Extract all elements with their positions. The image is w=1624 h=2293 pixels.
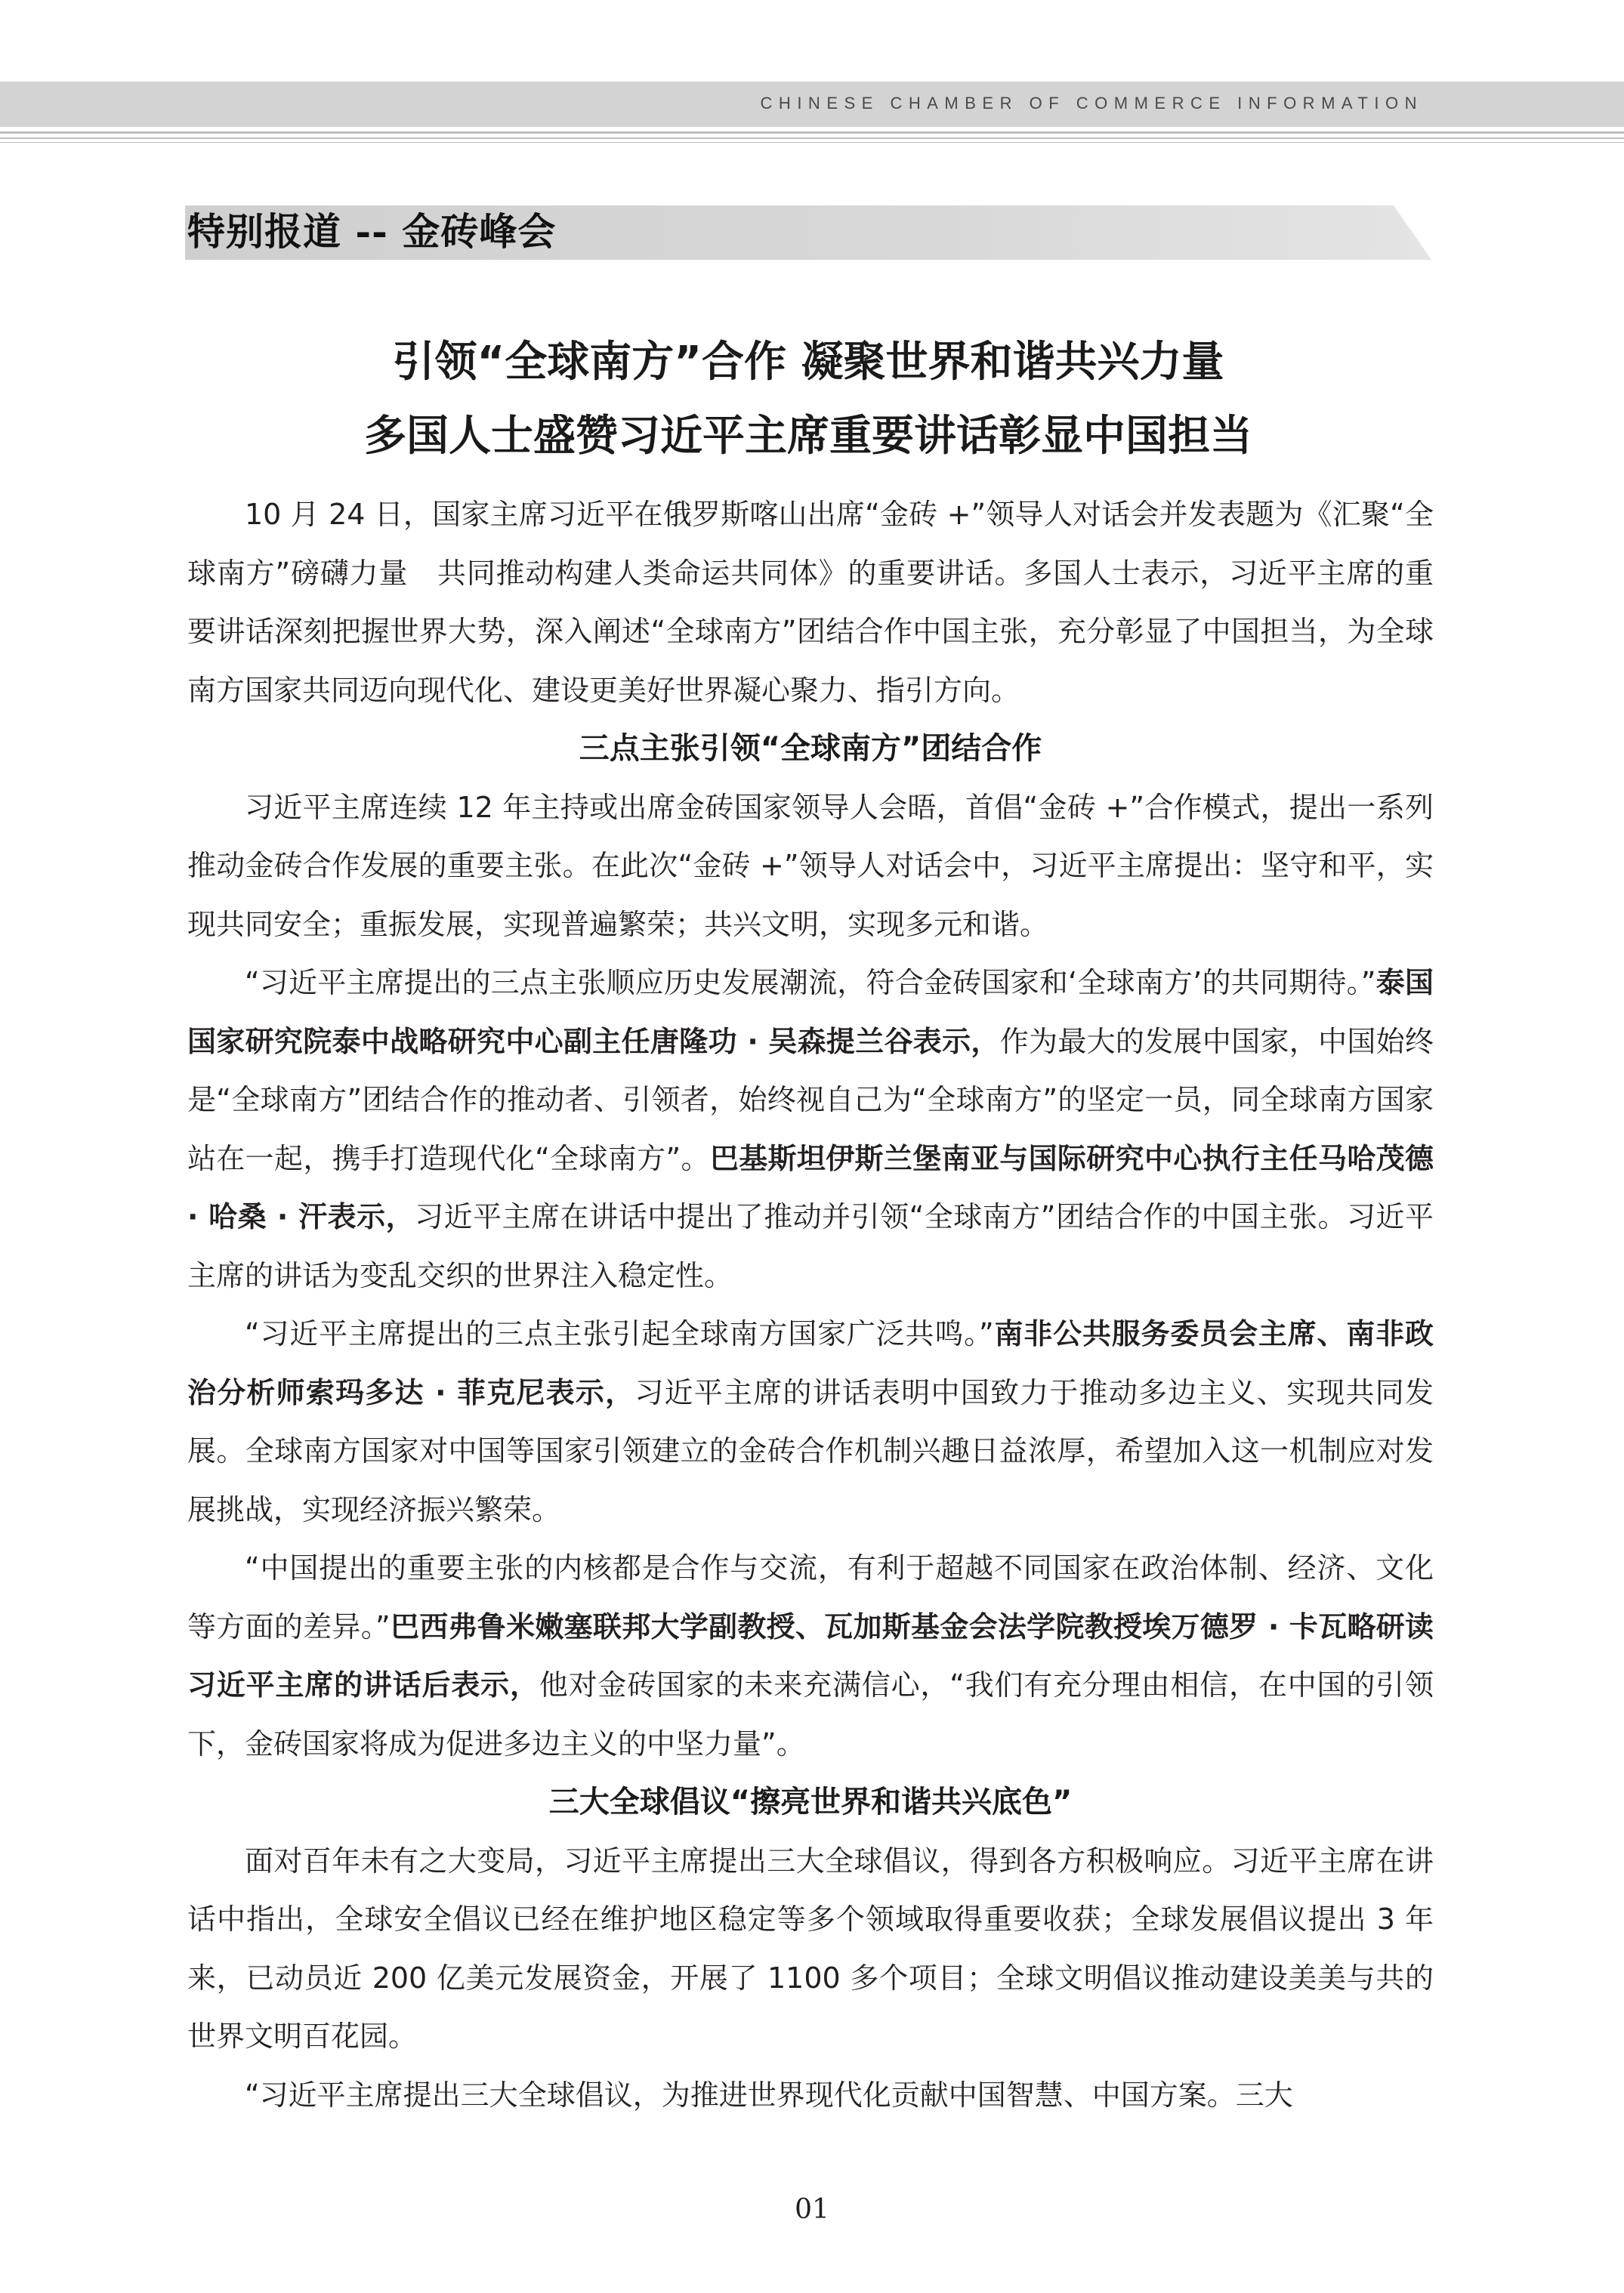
section-title: 特别报道 -- 金砖峰会 [187,209,557,254]
quote-text: “中国提出的重要主张的内核都是合作与交流，有利于超越不同国家在政治体制、经济、文化等方面的差异。” [187,1551,1434,1643]
publication-name: CHINESE CHAMBER OF COMMERCE INFORMATION [760,94,1423,113]
subheading-1: 三点主张引领“全球南方”团结合作 [579,731,1042,766]
speaker-attribution: 南非公共服务委员会主席、南非政治分析师索玛多达 · 菲克尼表示， [187,1317,1434,1409]
body-text: 他对金砖国家的未来充满信心，“我们有充分理由相信，在中国的引领下，金砖国家将成为促进多边主义的中坚力量”。 [187,1668,1434,1761]
intro-paragraph: 10 月 24 日，国家主席习近平在俄罗斯喀山出席“金砖 +”领导人对话会并发表题为《汇聚“全球南方”磅礴力量 共同推动构建人类命运共同体》的重要讲话。多国人士表示，习近平主席的重要讲话深刻把握世界大势，深入阐述“全球南方”团结合作中国主张，充分彰显了中国担当，为全球南方国家共同迈向现代化、建设更美好世界凝心聚力、指引方向。 [187,498,1434,707]
header-rule [0,131,1624,134]
speaker-attribution: 巴西弗鲁米嫩塞联邦大学副教授、瓦加斯基金会法学院教授埃万德罗 · 卡瓦略研读习近平主席的讲话后表示， [187,1609,1434,1702]
paragraph-2 [187,954,1434,1305]
paragraph-3 [187,1305,1434,1539]
paragraph-5: 面对百年未有之大变局，习近平主席提出三大全球倡议，得到各方积极响应。习近平主席在讲话中指出，全球安全倡议已经在维护地区稳定等多个领域取得重要收获；全球发展倡议提出 3 年来，已动员近 200 亿美元发展资金，开展了 1100 多个项目；全球文明倡议推动建设美美与共的世界文明百花园。 [187,1844,1434,2053]
body-text: 作为最大的发展中国家，中国始终是“全球南方”团结合作的推动者、引领者，始终视自己为“全球南方”的坚定一员，同全球南方国家站在一起，携手打造现代化“全球南方”。 [187,1024,1434,1175]
quote-text: “习近平主席提出的三点主张顺应历史发展潮流，符合金砖国家和‘全球南方’的共同期待。” [245,966,1376,999]
body-text: 习近平主席的讲话表明中国致力于推动多边主义、实现共同发展。全球南方国家对中国等国家引领建立的金砖合作机制兴趣日益浓厚，希望加入这一机制应对发展挑战，实现经济振兴繁荣。 [187,1375,1434,1526]
paragraph-4 [187,1539,1434,1773]
headline-line-2: 多国人士盛赞习近平主席重要讲话彰显中国担当 [364,412,1252,461]
paragraph-1: 习近平主席连续 12 年主持或出席金砖国家领导人会晤，首倡“金砖 +”合作模式，提出一系列推动金砖合作发展的重要主张。在此次“金砖 +”领导人对话会中，习近平主席提出：坚守和平，实现共同安全；重振发展，实现普遍繁荣；共兴文明，实现多元和谐。 [187,790,1434,941]
header-rule [0,142,1624,143]
body-text: 习近平主席在讲话中提出了推动并引领“全球南方”团结合作的中国主张。习近平主席的讲话为变乱交织的世界注入稳定性。 [187,1200,1434,1292]
subheading-2: 三大全球倡议“擦亮世界和谐共兴底色” [548,1785,1073,1819]
header-rule [0,137,1624,139]
paragraph-6: “习近平主席提出三大全球倡议，为推进世界现代化贡献中国智慧、中国方案。三大 [245,2078,1293,2112]
article-body [187,486,1434,2125]
speaker-attribution: 巴基斯坦伊斯兰堡南亚与国际研究中心执行主任马哈茂德 · 哈桑 · 汗表示， [187,1141,1434,1233]
page-number: 01 [795,2194,829,2225]
quote-text: “习近平主席提出的三点主张引起全球南方国家广泛共鸣。” [245,1317,994,1350]
headline-line-1: 引领“全球南方”合作 凝聚世界和谐共兴力量 [392,338,1224,387]
speaker-attribution: 泰国国家研究院泰中战略研究中心副主任唐隆功 · 吴森提兰谷表示， [187,966,1434,1058]
